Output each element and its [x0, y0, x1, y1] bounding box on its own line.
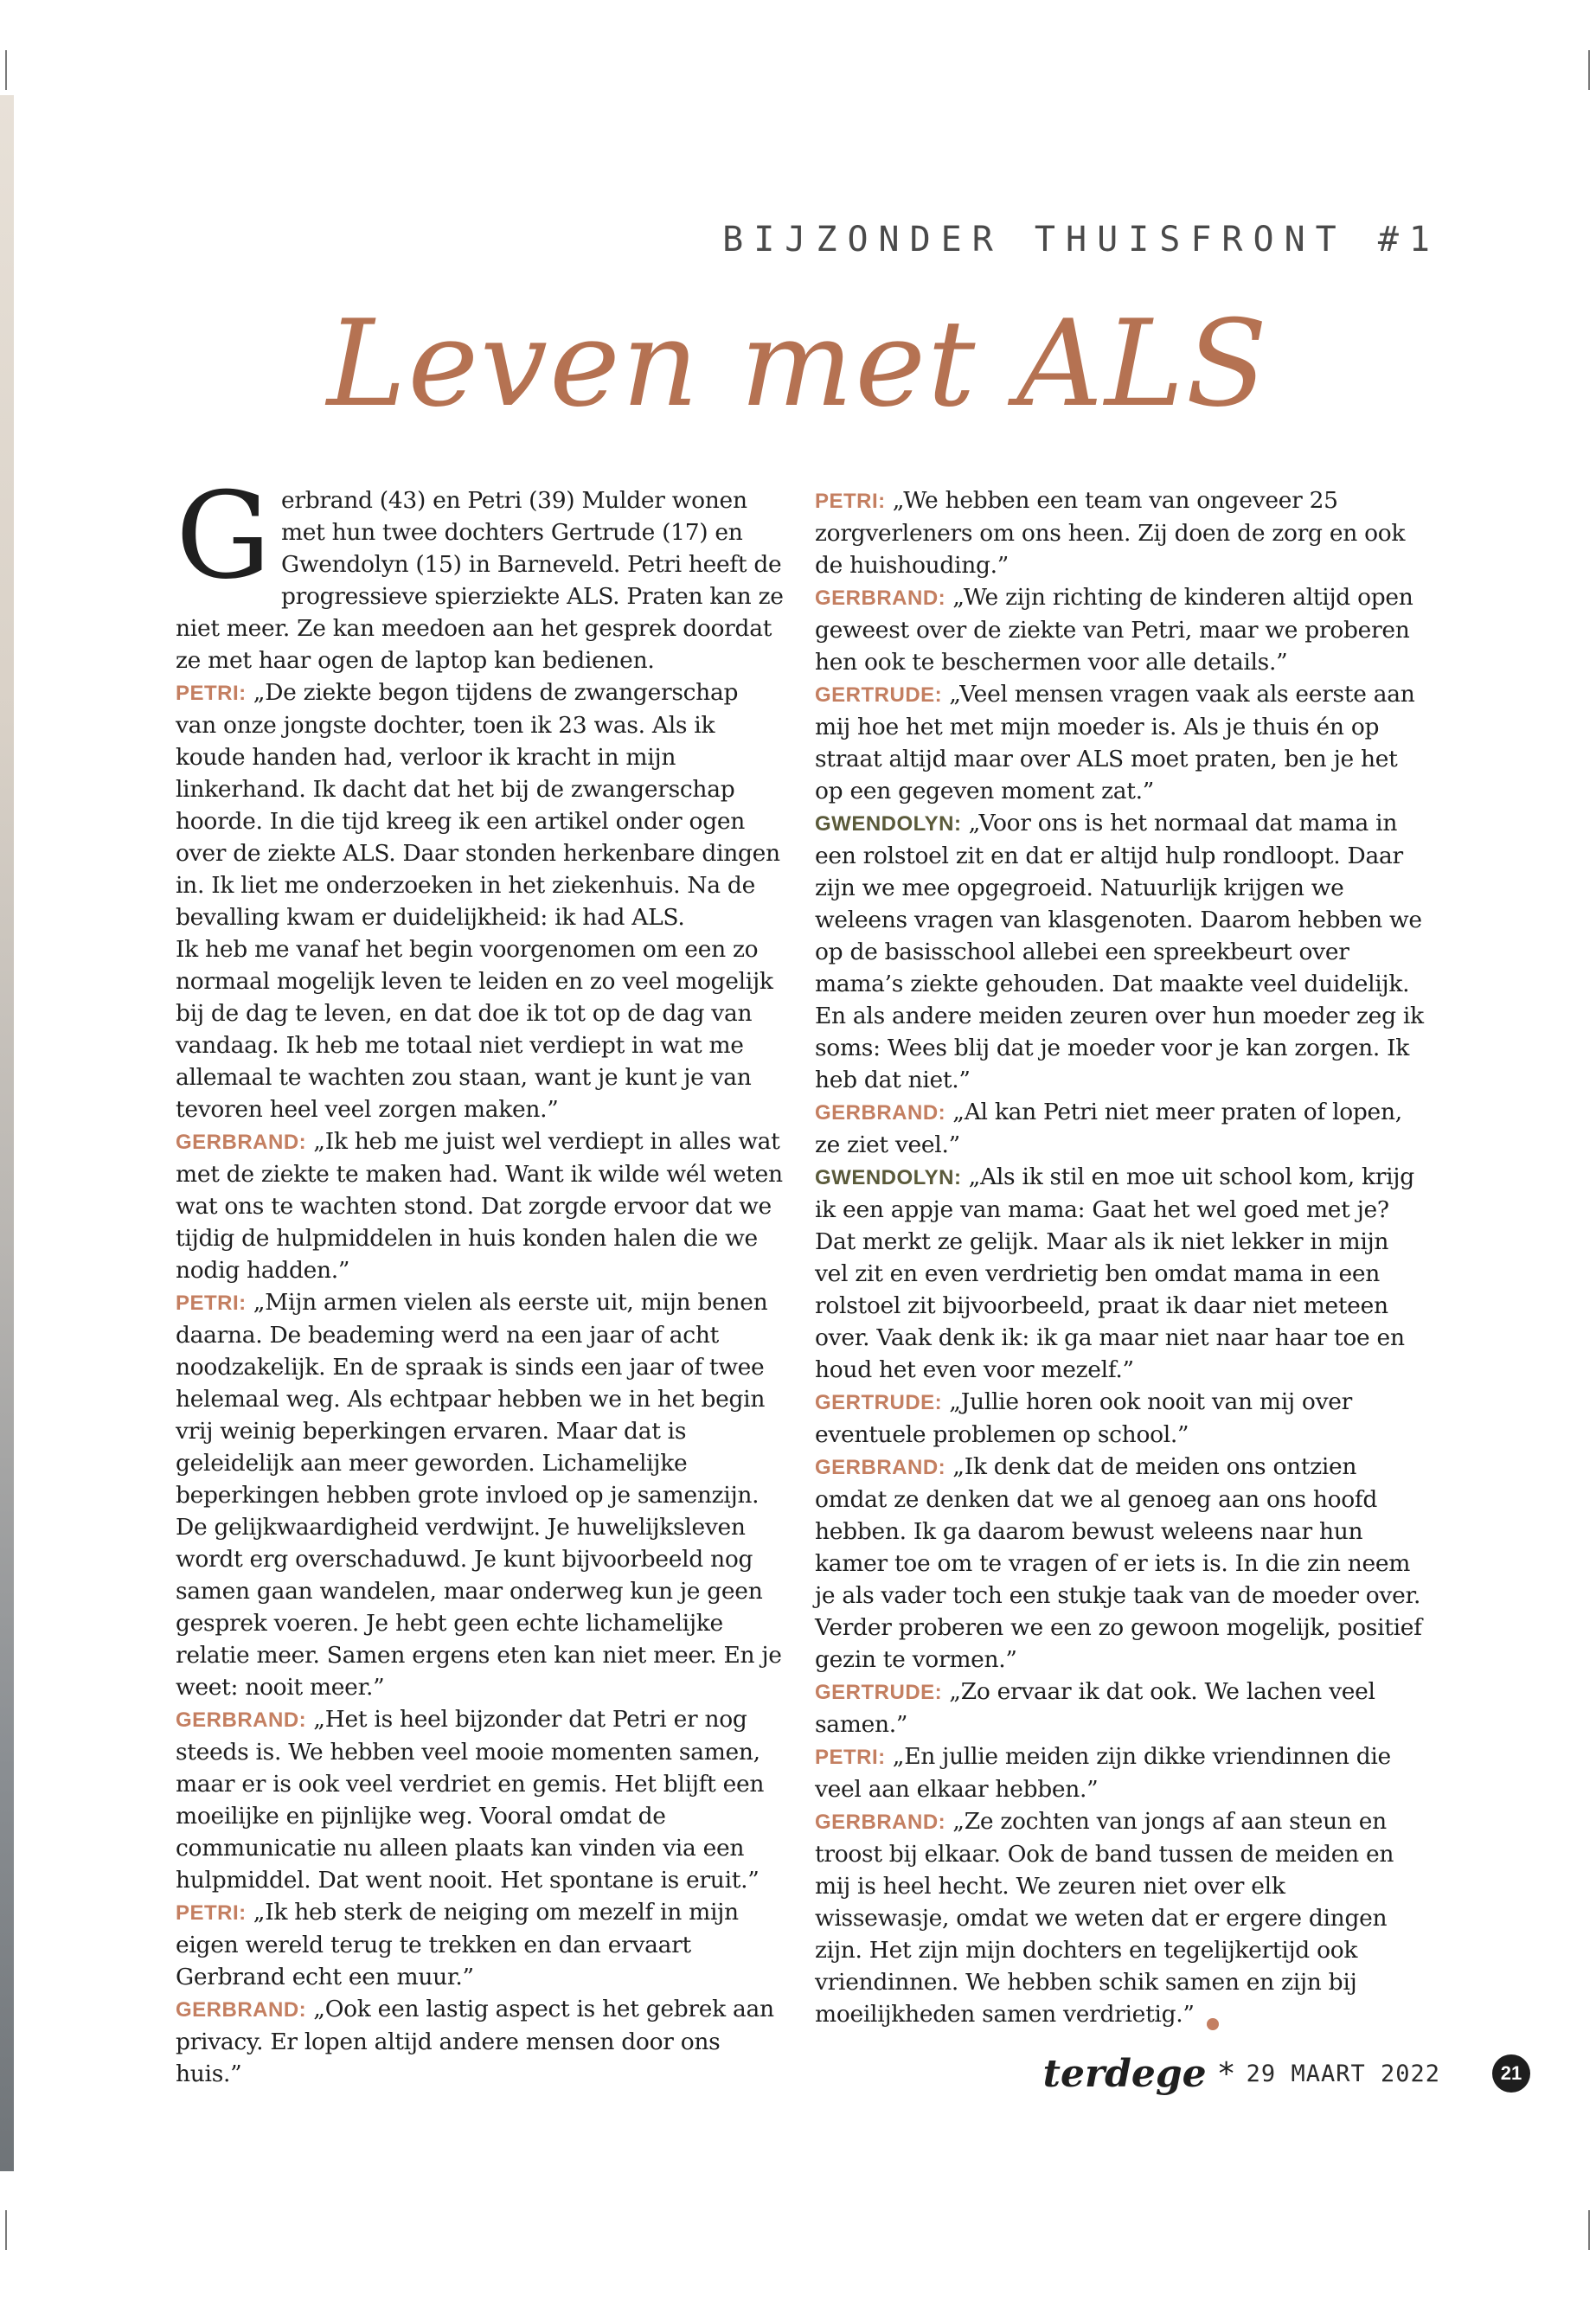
intro-paragraph — [176, 466, 785, 676]
drop-cap: G — [176, 466, 271, 606]
dialogue-paragraph — [176, 1993, 785, 2090]
dialogue-text: „Het is heel bijzonder dat Petri er nog steeds is. We hebben veel mooie momenten samen, maar er is ook veel verdriet en gemis. Het blijft een moeilijke en pijnlijke weg. Vooral omdat de communicatie nu alleen plaats kan vinden via een hulpmiddel. Dat went nooit. Het spontane is eruit.” — [176, 1706, 765, 1894]
speaker-label: GERTRUDE: — [815, 1681, 943, 1704]
dialogue-paragraph — [815, 581, 1425, 678]
article-column-left — [176, 466, 785, 2090]
dialogue-text: „Al kan Petri niet meer praten of lopen, ze ziet veel.” — [815, 1099, 1402, 1158]
dialogue-paragraph — [815, 1740, 1425, 1805]
speaker-label: PETRI: — [176, 1292, 247, 1315]
dialogue-text: „En jullie meiden zijn dikke vriendinnen die veel aan elkaar hebben.” — [815, 1743, 1391, 1803]
crop-mark-bottom-right — [1588, 2210, 1590, 2250]
dialogue-paragraph — [815, 1612, 1425, 1676]
article-column-right — [815, 484, 1425, 2030]
dialogue-paragraph — [815, 1451, 1425, 1612]
speaker-label: GERBRAND: — [815, 1456, 946, 1479]
dialogue-text: „Zo ervaar ik dat ook. We lachen veel samen.” — [815, 1678, 1375, 1738]
speaker-label: PETRI: — [176, 682, 247, 705]
section-kicker: BIJZONDER THUISFRONT #1 — [722, 220, 1440, 260]
speaker-label: GERBRAND: — [815, 1811, 946, 1834]
dialogue-text: Ik heb me vanaf het begin voorgenomen om een zo normaal mogelijk leven te leiden en zo veel mogelijk bij de dag te leven, en dat doe ik tot op de dag van vandaag. Ik heb me totaal niet verdiept in wat me allemaal te wachten zou staan, want je kunt je van tevoren heel veel zorgen maken.” — [176, 936, 773, 1123]
magazine-logo: terdege — [1042, 2052, 1207, 2096]
dialogue-text: „Als ik stil en moe uit school kom, krijg ik een appje van mama: Gaat het wel goed met je? Dat merkt ze gelijk. Maar als ik niet lekker in mijn vel zit en even verdrietig ben omdat mama in een rolstoel zit bijvoorbeeld, praat ik daar niet meteen over. Vaak denk ik: ik ga maar niet naar haar toe en houd het even voor mezelf.” — [815, 1163, 1414, 1383]
dialogue-text: „Ik heb sterk de neiging om mezelf in mijn eigen wereld terug te trekken en dan ervaart Gerbrand echt een muur.” — [176, 1899, 739, 1990]
dialogue-paragraph — [176, 933, 785, 1125]
dialogue-paragraph — [815, 1676, 1425, 1740]
crop-mark-top-right — [1588, 50, 1590, 90]
dialogue-text: „Ook een lastig aspect is het gebrek aan privacy. Er lopen altijd andere mensen door ons huis.” — [176, 1996, 774, 2087]
dialogue-paragraph — [176, 1896, 785, 1993]
speaker-label: GWENDOLYN: — [815, 1166, 962, 1189]
page-number-badge: 21 — [1492, 2054, 1530, 2093]
dialogue-text: „We hebben een team van ongeveer 25 zorgverleners om ons heen. Zij doen de zorg en ook de huishouding.” — [815, 487, 1406, 579]
article-title: Leven met ALS — [326, 294, 1270, 433]
speaker-label: GERBRAND: — [176, 1998, 307, 2022]
speaker-label: GERBRAND: — [815, 1101, 946, 1125]
speaker-label: GERBRAND: — [176, 1708, 307, 1732]
end-of-article-dot — [1207, 2018, 1219, 2030]
page-footer — [1043, 2052, 1440, 2096]
speaker-label: GERBRAND: — [815, 586, 946, 610]
speaker-label: GERBRAND: — [176, 1131, 307, 1154]
speaker-label: GWENDOLYN: — [815, 812, 962, 836]
dialogue-paragraph — [176, 1703, 785, 1896]
dialogue-text: „Jullie horen ook nooit van mij over eventuele problemen op school.” — [815, 1388, 1353, 1448]
dialogue-paragraph — [815, 1386, 1425, 1451]
dialogue-text: Verder proberen we een zo gewoon mogelijk, positief gezin te vormen.” — [815, 1614, 1422, 1673]
dialogue-text: „We zijn richting de kinderen altijd open geweest over de ziekte van Petri, maar we proberen hen ook te beschermen voor alle details.” — [815, 584, 1413, 676]
speaker-label: PETRI: — [176, 1901, 247, 1925]
speaker-label: GERTRUDE: — [815, 1391, 943, 1414]
speaker-label: GERTRUDE: — [815, 683, 943, 707]
dialogue-text: „Ze zochten van jongs af aan steun en troost bij elkaar. Ook de band tussen de meiden en mij is heel hecht. We zeuren niet over elk wissewasje, omdat we weten dat er ergere dingen zijn. Het zijn mijn dochters en tegelijkertijd ook vriendinnen. We hebben schik samen en zijn bij moeilijkheden samen verdrietig.” — [815, 1808, 1394, 2028]
dialogue-paragraph — [815, 678, 1425, 807]
crop-mark-top-left — [5, 50, 7, 90]
intro-text: erbrand (43) en Petri (39) Mulder wonen met hun twee dochters Gertrude (17) en Gwendolyn (15) in Barneveld. Petri heeft de progressieve spierziekte ALS. Praten kan ze niet meer. Ze kan meedoen aan het gesprek doordat ze met haar ogen de laptop kan bedienen. — [176, 487, 784, 674]
dialogue-paragraph — [815, 1161, 1425, 1386]
dialogue-text: „Ik denk dat de meiden ons ontzien omdat ze denken dat we al genoeg aan ons hoofd hebben. Ik ga daarom bewust weleens naar hun kamer toe om te vragen of er iets is. In die zin neem je als vader toch een stukje taak van de moeder over. — [815, 1453, 1421, 1609]
speaker-label: PETRI: — [815, 490, 886, 513]
dialogue-text: „Veel mensen vragen vaak als eerste aan mij hoe het met mijn moeder is. Als je thuis én op straat altijd maar over ALS moet praten, ben je het op een gegeven moment zat.” — [815, 681, 1415, 804]
dialogue-text: „De ziekte begon tijdens de zwangerschap van onze jongste dochter, toen ik 23 was. Als ik koude handen had, verloor ik kracht in mijn linkerhand. Ik dacht dat het bij de zwangerschap hoorde. In die tijd kreeg ik een artikel onder ogen over de ziekte ALS. Daar stonden herkenbare dingen in. Ik liet me onderzoeken in het ziekenhuis. Na de bevalling kwam er duidelijkheid: ik had ALS. — [176, 679, 780, 931]
dialogue-paragraph — [815, 1805, 1425, 2030]
crop-mark-bottom-left — [5, 2210, 7, 2250]
issue-date: 29 MAART 2022 — [1246, 2061, 1440, 2087]
dialogue-paragraph — [176, 676, 785, 933]
dialogue-text: „Ik heb me juist wel verdiept in alles wat met de ziekte te maken had. Want ik wilde wél weten wat ons te wachten stond. Dat zorgde ervoor dat we tijdig de hulpmiddelen in huis konden halen die we nodig hadden.” — [176, 1128, 783, 1284]
dialogue-paragraph — [815, 1096, 1425, 1161]
dialogue-text: „Mijn armen vielen als eerste uit, mijn benen daarna. De beademing werd na een jaar of acht noodzakelijk. En de spraak is sinds een jaar of twee helemaal weg. Als echtpaar hebben we in het begin vrij weinig beperkingen ervaren. Maar dat is geleidelijk aan meer geworden. Lichamelijke beperkingen hebben grote invloed op je samenzijn. De gelijkwaardigheid verdwijnt. Je huwelijksleven wordt erg overschaduwd. Je kunt bijvoorbeeld nog samen gaan wandelen, maar onderweg kun je geen gesprek voeren. Je hebt geen echte lichamelijke relatie meer. Samen ergens eten kan niet meer. En je weet: nooit meer.” — [176, 1289, 782, 1701]
asterisk-separator: * — [1218, 2056, 1234, 2092]
speaker-label: PETRI: — [815, 1746, 886, 1769]
dialogue-paragraph — [176, 1286, 785, 1703]
dialogue-paragraph — [815, 807, 1425, 1096]
dialogue-paragraph — [815, 484, 1425, 581]
dialogue-paragraph — [176, 1125, 785, 1286]
dialogue-text: „Voor ons is het normaal dat mama in een rolstoel zit en dat er altijd hulp rondloopt. Daar zijn we mee opgegroeid. Natuurlijk krijgen we weleens vragen van klasgenoten. Daarom hebben we op de basisschool allebei een spreekbeurt over mama’s ziekte gehouden. Dat maakte veel duidelijk. En als andere meiden zeuren over hun moeder zeg ik soms: Wees blij dat je moeder voor je kan zorgen. Ik heb dat niet.” — [815, 810, 1424, 1093]
